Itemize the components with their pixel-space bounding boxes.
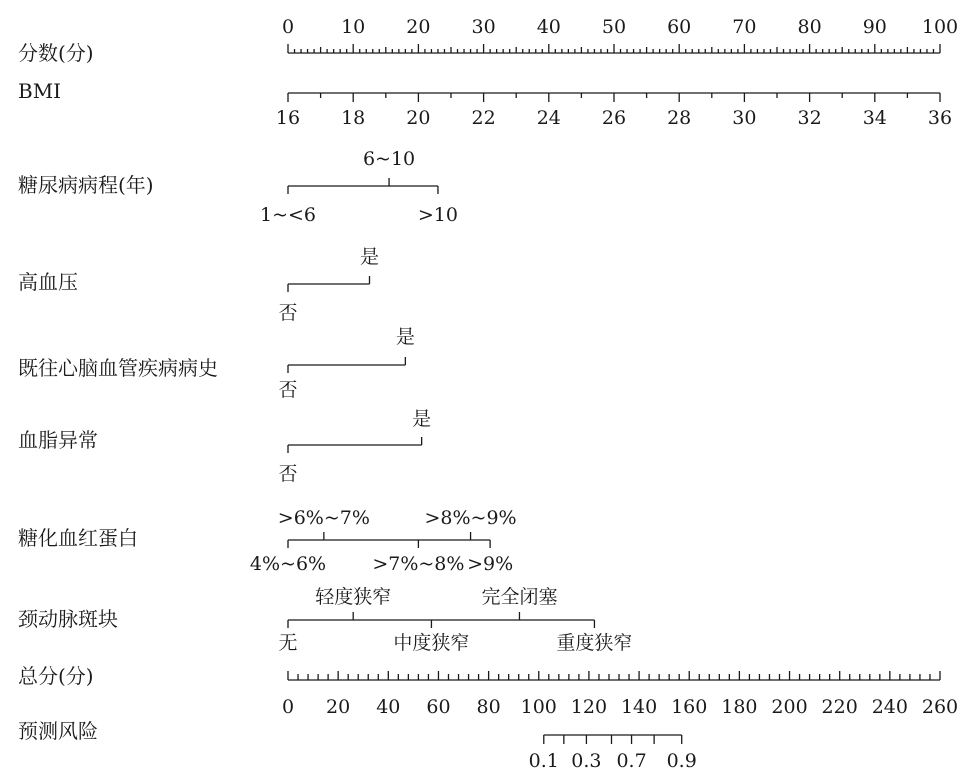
total-points-tick-label: 60 [426,696,451,718]
factor-level-label: 否 [278,302,298,324]
total-points-tick-label: 0 [281,696,295,718]
row-label-dyslipidemia: 血脂异常 [18,428,98,452]
risk-tick-label: 0.1 [528,750,559,772]
total-points-tick-label: 140 [620,696,658,718]
points-tick-label: 0 [281,16,295,38]
factor-level-label: >8%~9% [424,507,517,529]
total-points-tick-label: 120 [570,696,608,718]
factor-level-label: 完全闭塞 [481,586,558,608]
factor-level-label: 4%~6% [249,553,327,575]
risk-tick-label: 0.9 [666,750,697,772]
bmi-tick-label: 24 [536,107,561,129]
total-points-tick-label: 20 [326,696,351,718]
bmi-tick-label: 32 [797,107,822,129]
risk-tick-label: 0.7 [616,750,647,772]
factor-level-label: 无 [278,632,298,654]
points-tick-label: 10 [341,16,366,38]
total-points-tick-label: 80 [476,696,501,718]
points-tick-label: 60 [667,16,692,38]
points-tick-label: 40 [536,16,561,38]
bmi-tick-label: 30 [732,107,757,129]
row-label-points: 分数(分) [18,41,94,65]
factor-level-label: 中度狭窄 [393,632,470,654]
bmi-tick-label: 18 [341,107,366,129]
total-points-tick-label: 240 [871,696,908,718]
total-points-tick-label: 200 [771,696,808,718]
row-labels [18,41,218,743]
points-tick-label: 80 [797,16,822,38]
total-points-tick-label: 180 [721,696,758,718]
points-tick-label: 30 [471,16,496,38]
total-points-tick-label: 260 [921,696,959,718]
bmi-tick-label: 26 [601,107,627,129]
total-points-tick-label: 100 [520,696,557,718]
points-tick-label: 70 [732,16,757,38]
factor-level-label: 6~10 [362,148,416,170]
row-label-bmi: BMI [18,79,62,103]
factor-level-label: >10 [417,204,459,226]
row-label-cardiovascular-history: 既往心脑血管疾病病史 [18,356,218,380]
bmi-tick-label: 20 [406,107,431,129]
factor-level-label: 重度狭窄 [556,632,633,654]
bmi-tick-label: 22 [471,107,496,129]
factor-level-label: 否 [278,463,298,485]
factor-level-label: 是 [412,408,432,430]
row-label-total-points: 总分(分) [18,664,94,688]
factor-level-label: 1~<6 [259,204,317,226]
bmi-tick-label: 34 [862,107,887,129]
factor-level-label: 轻度狭窄 [315,586,392,608]
bmi-tick-label: 36 [927,107,953,129]
points-tick-label: 50 [601,16,627,38]
factor-level-label: >7%~8% [372,553,465,575]
row-label-carotid-plaque: 颈动脉斑块 [18,607,118,631]
points-tick-label: 90 [862,16,887,38]
points-tick-label: 100 [921,16,959,38]
row-label-predicted-risk: 预测风险 [18,719,98,743]
row-label-diabetes-duration: 糖尿病病程(年) [18,173,154,197]
chart-marks [250,16,958,772]
bmi-tick-label: 28 [667,107,692,129]
total-points-tick-label: 160 [671,696,708,718]
row-label-hypertension: 高血压 [18,270,78,294]
factor-level-label: >9% [467,553,514,575]
total-points-tick-label: 40 [376,696,401,718]
bmi-tick-label: 16 [275,107,301,129]
factor-level-label: >6%~7% [277,507,370,529]
row-label-hba1c: 糖化血红蛋白 [18,526,138,550]
risk-tick-label: 0.3 [571,750,602,772]
factor-level-label: 是 [395,326,415,348]
factor-level-label: 否 [278,379,298,401]
factor-level-label: 是 [359,246,380,268]
points-tick-label: 20 [406,16,431,38]
total-points-tick-label: 220 [821,696,858,718]
